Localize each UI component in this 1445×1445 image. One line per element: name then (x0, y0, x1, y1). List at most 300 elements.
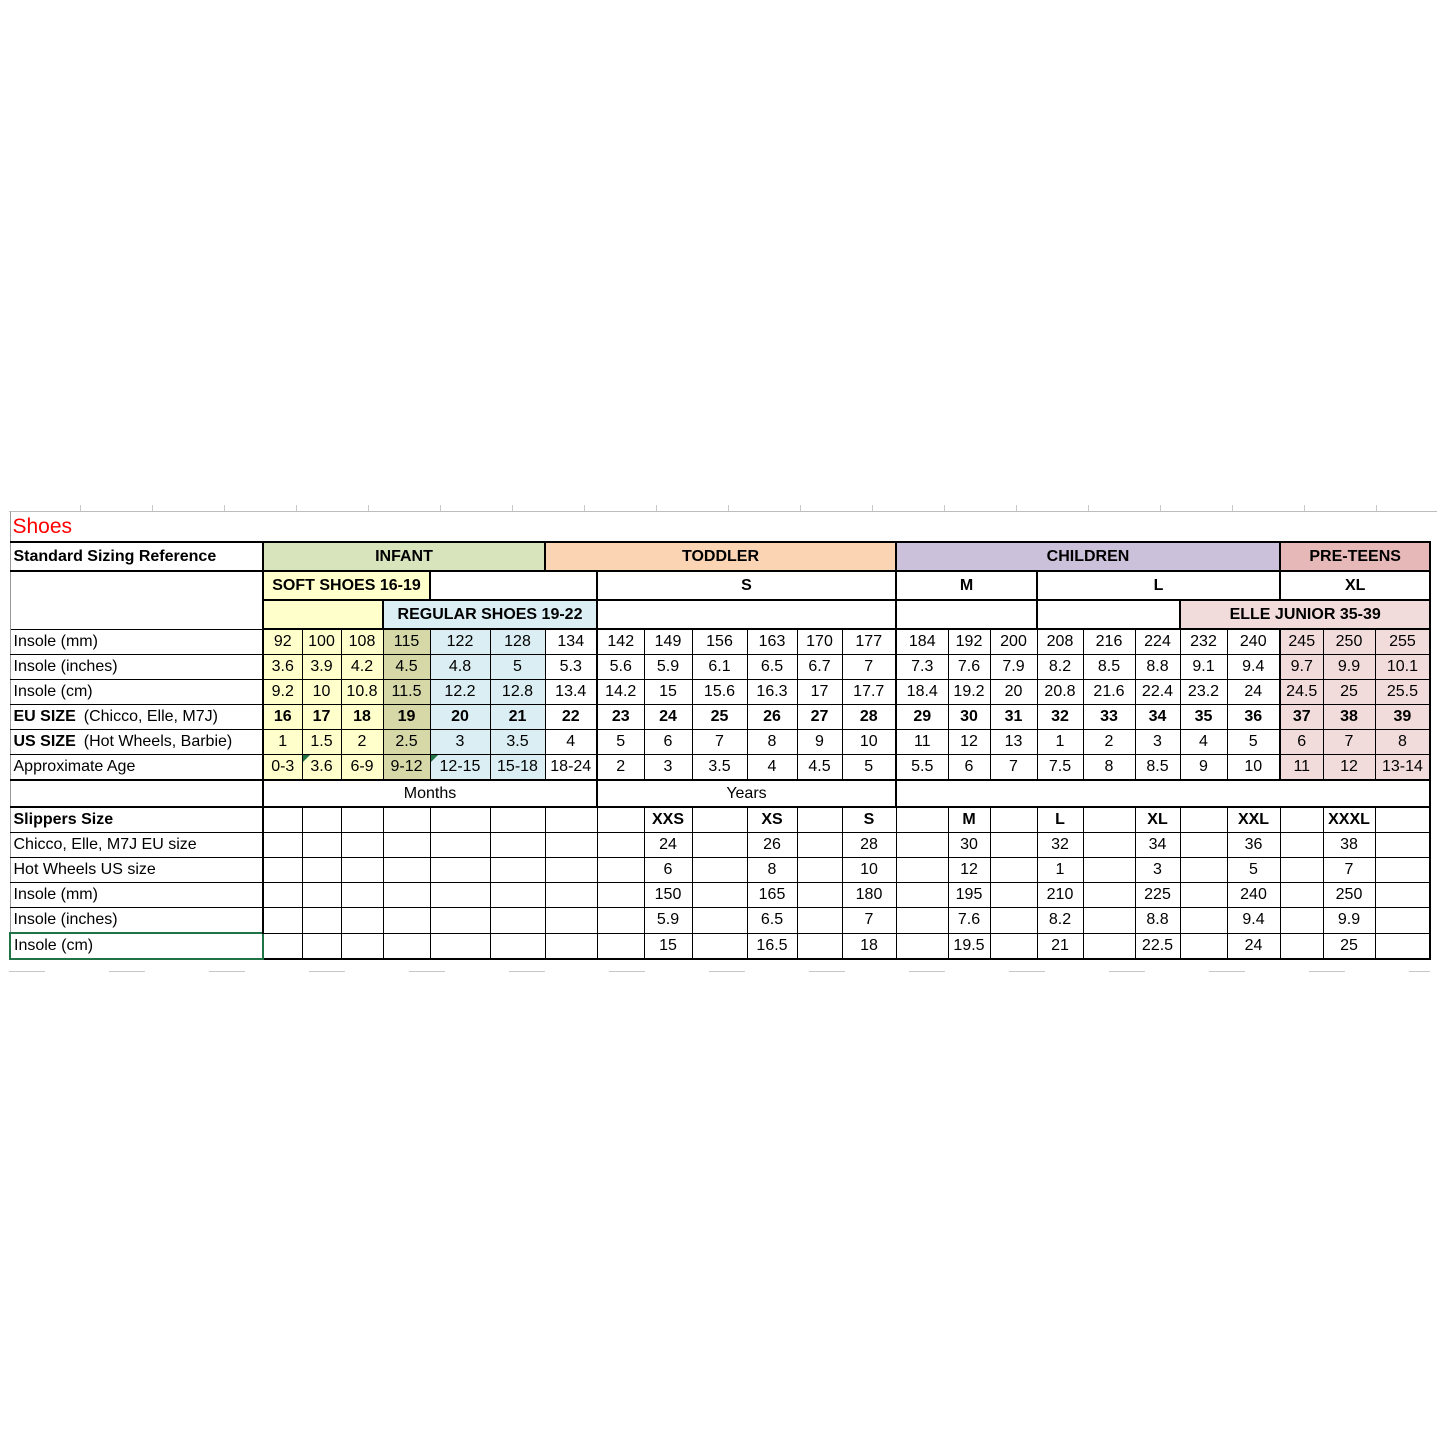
size-grid-cell-r3c15[interactable]: 31 (990, 705, 1037, 730)
row-label-slippers-us[interactable]: Hot Wheels US size (10, 858, 263, 883)
size-grid-cell-r5c20[interactable]: 10 (1227, 755, 1280, 781)
row-label-slippers-size[interactable]: Slippers Size (10, 807, 263, 833)
size-grid-cell-r5c23[interactable]: 13-14 (1375, 755, 1430, 781)
size-grid-cell-r3c9[interactable]: 25 (692, 705, 747, 730)
slipper-grid-cell-0c11[interactable] (797, 833, 842, 858)
size-grid-cell-r2c20[interactable]: 24 (1227, 680, 1280, 705)
size-grid-cell-r5c9[interactable]: 3.5 (692, 755, 747, 781)
slipper-grid-cell-0c9[interactable] (692, 833, 747, 858)
size-grid-cell-r4c21[interactable]: 6 (1280, 730, 1323, 755)
slipper-grid-cell-2c12[interactable]: 180 (842, 883, 896, 908)
row-label-slippers-eu[interactable]: Chicco, Elle, M7J EU size (10, 833, 263, 858)
size-grid-cell-r1c9[interactable]: 6.1 (692, 655, 747, 680)
slipper-grid-cell-3c13[interactable] (896, 908, 948, 934)
slipper-grid-cell-1c20[interactable]: 5 (1227, 858, 1280, 883)
size-grid-cell-r3c12[interactable]: 28 (842, 705, 896, 730)
empty-cell-yellow[interactable] (263, 600, 383, 629)
size-grid-cell-r4c19[interactable]: 4 (1180, 730, 1227, 755)
slipper-grid-cell-2c0[interactable] (263, 883, 302, 908)
size-grid-cell-r4c3[interactable]: 2.5 (383, 730, 430, 755)
size-grid-cell-r4c15[interactable]: 13 (990, 730, 1037, 755)
size-grid-cell-r0c11[interactable]: 170 (797, 629, 842, 655)
subheader-size-m[interactable]: M (896, 571, 1037, 600)
size-grid-cell-r5c15[interactable]: 7 (990, 755, 1037, 781)
slipper-grid-cell-1c10[interactable]: 8 (747, 858, 797, 883)
slipper-grid-cell-3c11[interactable] (797, 908, 842, 934)
slipper-grid-cell-0c5[interactable] (490, 833, 545, 858)
size-grid-cell-r3c11[interactable]: 27 (797, 705, 842, 730)
size-grid-cell-r5c18[interactable]: 8.5 (1135, 755, 1180, 781)
slipper-grid-cell-sizesc15[interactable] (990, 807, 1037, 833)
slipper-grid-cell-0c20[interactable]: 36 (1227, 833, 1280, 858)
slipper-grid-cell-2c21[interactable] (1280, 883, 1323, 908)
size-grid-cell-r3c1[interactable]: 17 (302, 705, 341, 730)
empty-label-cell[interactable] (10, 780, 263, 807)
slipper-grid-cell-0c22[interactable]: 38 (1323, 833, 1375, 858)
size-grid-cell-r2c19[interactable]: 23.2 (1180, 680, 1227, 705)
slipper-grid-cell-0c17[interactable] (1083, 833, 1135, 858)
slipper-grid-cell-1c3[interactable] (383, 858, 430, 883)
slipper-grid-cell-0c23[interactable] (1375, 833, 1430, 858)
sheet-title[interactable]: Shoes (10, 512, 1430, 542)
size-grid-cell-r4c7[interactable]: 5 (597, 730, 644, 755)
slipper-grid-cell-4c4[interactable] (430, 933, 490, 959)
slipper-grid-cell-sizesc2[interactable] (341, 807, 383, 833)
size-grid-cell-r2c2[interactable]: 10.8 (341, 680, 383, 705)
size-grid-cell-r4c4[interactable]: 3 (430, 730, 490, 755)
size-grid-cell-r1c14[interactable]: 7.6 (948, 655, 990, 680)
slipper-grid-cell-2c17[interactable] (1083, 883, 1135, 908)
size-grid-cell-r5c8[interactable]: 3 (644, 755, 692, 781)
size-grid-cell-r1c22[interactable]: 9.9 (1323, 655, 1375, 680)
size-grid-cell-r5c7[interactable]: 2 (597, 755, 644, 781)
slipper-grid-cell-4c21[interactable] (1280, 933, 1323, 959)
size-grid-cell-r2c9[interactable]: 15.6 (692, 680, 747, 705)
size-grid-cell-r0c22[interactable]: 250 (1323, 629, 1375, 655)
size-grid-cell-r0c15[interactable]: 200 (990, 629, 1037, 655)
subheader-size-l[interactable]: L (1037, 571, 1280, 600)
size-grid-cell-r4c11[interactable]: 9 (797, 730, 842, 755)
size-grid-cell-r0c0[interactable]: 92 (263, 629, 302, 655)
size-grid-cell-r5c11[interactable]: 4.5 (797, 755, 842, 781)
slipper-grid-cell-0c15[interactable] (990, 833, 1037, 858)
slipper-grid-cell-sizesc20[interactable]: XXL (1227, 807, 1280, 833)
slipper-grid-cell-0c12[interactable]: 28 (842, 833, 896, 858)
size-grid-cell-r0c18[interactable]: 224 (1135, 629, 1180, 655)
size-grid-cell-r4c9[interactable]: 7 (692, 730, 747, 755)
slipper-grid-cell-3c1[interactable] (302, 908, 341, 934)
size-grid-cell-r4c2[interactable]: 2 (341, 730, 383, 755)
slipper-grid-cell-3c4[interactable] (430, 908, 490, 934)
size-grid-cell-r0c23[interactable]: 255 (1375, 629, 1430, 655)
slipper-grid-cell-4c17[interactable] (1083, 933, 1135, 959)
size-grid-cell-r2c3[interactable]: 11.5 (383, 680, 430, 705)
slipper-grid-cell-2c8[interactable]: 150 (644, 883, 692, 908)
size-grid-cell-r4c12[interactable]: 10 (842, 730, 896, 755)
slipper-grid-cell-3c3[interactable] (383, 908, 430, 934)
slipper-grid-cell-4c20[interactable]: 24 (1227, 933, 1280, 959)
size-grid-cell-r4c6[interactable]: 4 (545, 730, 597, 755)
slipper-grid-cell-1c8[interactable]: 6 (644, 858, 692, 883)
size-grid-cell-r1c21[interactable]: 9.7 (1280, 655, 1323, 680)
slipper-grid-cell-2c5[interactable] (490, 883, 545, 908)
size-grid-cell-r1c2[interactable]: 4.2 (341, 655, 383, 680)
slipper-grid-cell-1c13[interactable] (896, 858, 948, 883)
slipper-grid-cell-2c2[interactable] (341, 883, 383, 908)
size-grid-cell-r0c16[interactable]: 208 (1037, 629, 1083, 655)
size-grid-cell-r4c17[interactable]: 2 (1083, 730, 1135, 755)
size-grid-cell-r5c6[interactable]: 18-24 (545, 755, 597, 781)
size-grid-cell-r3c22[interactable]: 38 (1323, 705, 1375, 730)
size-grid-cell-r0c19[interactable]: 232 (1180, 629, 1227, 655)
size-grid-cell-r0c3[interactable]: 115 (383, 629, 430, 655)
size-grid-cell-r3c18[interactable]: 34 (1135, 705, 1180, 730)
size-grid-cell-r5c4[interactable]: 12-15 (430, 755, 490, 781)
slipper-grid-cell-4c1[interactable] (302, 933, 341, 959)
size-grid-cell-r5c1[interactable]: 3.6 (302, 755, 341, 781)
size-grid-cell-r1c7[interactable]: 5.6 (597, 655, 644, 680)
size-grid-cell-r5c19[interactable]: 9 (1180, 755, 1227, 781)
size-grid-cell-r4c0[interactable]: 1 (263, 730, 302, 755)
size-grid-cell-r5c16[interactable]: 7.5 (1037, 755, 1083, 781)
size-grid-cell-r5c22[interactable]: 12 (1323, 755, 1375, 781)
slipper-grid-cell-0c10[interactable]: 26 (747, 833, 797, 858)
slipper-grid-cell-3c7[interactable] (597, 908, 644, 934)
size-grid-cell-r0c7[interactable]: 142 (597, 629, 644, 655)
slipper-grid-cell-0c6[interactable] (545, 833, 597, 858)
size-grid-cell-r3c14[interactable]: 30 (948, 705, 990, 730)
size-grid-cell-r2c10[interactable]: 16.3 (747, 680, 797, 705)
row-label-slippers-inches[interactable]: Insole (inches) (10, 908, 263, 934)
size-grid-cell-r1c15[interactable]: 7.9 (990, 655, 1037, 680)
slipper-grid-cell-4c18[interactable]: 22.5 (1135, 933, 1180, 959)
slipper-grid-cell-4c11[interactable] (797, 933, 842, 959)
slipper-grid-cell-3c22[interactable]: 9.9 (1323, 908, 1375, 934)
slipper-grid-cell-3c10[interactable]: 6.5 (747, 908, 797, 934)
subheader-regular-shoes[interactable]: REGULAR SHOES 19-22 (383, 600, 597, 629)
size-grid-cell-r0c21[interactable]: 245 (1280, 629, 1323, 655)
size-grid-cell-r5c12[interactable]: 5 (842, 755, 896, 781)
slipper-grid-cell-1c23[interactable] (1375, 858, 1430, 883)
size-grid-cell-r2c11[interactable]: 17 (797, 680, 842, 705)
slipper-grid-cell-2c11[interactable] (797, 883, 842, 908)
size-grid-cell-r3c16[interactable]: 32 (1037, 705, 1083, 730)
slipper-grid-cell-sizesc19[interactable] (1180, 807, 1227, 833)
size-grid-cell-r1c16[interactable]: 8.2 (1037, 655, 1083, 680)
slipper-grid-cell-sizesc21[interactable] (1280, 807, 1323, 833)
slipper-grid-cell-1c0[interactable] (263, 858, 302, 883)
subheader-size-s[interactable]: S (597, 571, 896, 600)
slipper-grid-cell-3c14[interactable]: 7.6 (948, 908, 990, 934)
empty-cell[interactable] (896, 600, 1037, 629)
slipper-grid-cell-2c15[interactable] (990, 883, 1037, 908)
slipper-grid-cell-3c19[interactable] (1180, 908, 1227, 934)
slipper-grid-cell-3c16[interactable]: 8.2 (1037, 908, 1083, 934)
empty-label-cell[interactable] (10, 571, 263, 600)
slipper-grid-cell-3c18[interactable]: 8.8 (1135, 908, 1180, 934)
size-grid-cell-r3c4[interactable]: 20 (430, 705, 490, 730)
size-grid-cell-r3c17[interactable]: 33 (1083, 705, 1135, 730)
size-grid-cell-r2c0[interactable]: 9.2 (263, 680, 302, 705)
size-grid-cell-r1c18[interactable]: 8.8 (1135, 655, 1180, 680)
size-grid-cell-r3c19[interactable]: 35 (1180, 705, 1227, 730)
empty-cell[interactable] (430, 571, 597, 600)
slipper-grid-cell-2c4[interactable] (430, 883, 490, 908)
slipper-grid-cell-sizesc0[interactable] (263, 807, 302, 833)
slipper-grid-cell-3c21[interactable] (1280, 908, 1323, 934)
slipper-grid-cell-sizesc18[interactable]: XL (1135, 807, 1180, 833)
size-grid-cell-r5c21[interactable]: 11 (1280, 755, 1323, 781)
period-empty[interactable] (896, 780, 1430, 807)
size-grid-cell-r0c4[interactable]: 122 (430, 629, 490, 655)
slipper-grid-cell-2c19[interactable] (1180, 883, 1227, 908)
size-grid-cell-r2c21[interactable]: 24.5 (1280, 680, 1323, 705)
slipper-grid-cell-2c18[interactable]: 225 (1135, 883, 1180, 908)
slipper-grid-cell-1c11[interactable] (797, 858, 842, 883)
size-grid-cell-r2c5[interactable]: 12.8 (490, 680, 545, 705)
slipper-grid-cell-sizesc6[interactable] (545, 807, 597, 833)
row-label-slippers-mm[interactable]: Insole (mm) (10, 883, 263, 908)
slipper-grid-cell-4c2[interactable] (341, 933, 383, 959)
slipper-grid-cell-sizesc4[interactable] (430, 807, 490, 833)
row-label-insole-cm[interactable]: Insole (cm) (10, 680, 263, 705)
slipper-grid-cell-sizesc11[interactable] (797, 807, 842, 833)
size-grid-cell-r0c5[interactable]: 128 (490, 629, 545, 655)
slipper-grid-cell-sizesc10[interactable]: XS (747, 807, 797, 833)
size-grid-cell-r3c6[interactable]: 22 (545, 705, 597, 730)
size-grid-cell-r5c10[interactable]: 4 (747, 755, 797, 781)
slipper-grid-cell-0c21[interactable] (1280, 833, 1323, 858)
size-grid-cell-r0c2[interactable]: 108 (341, 629, 383, 655)
slipper-grid-cell-sizesc5[interactable] (490, 807, 545, 833)
slipper-grid-cell-4c12[interactable]: 18 (842, 933, 896, 959)
size-grid-cell-r1c1[interactable]: 3.9 (302, 655, 341, 680)
slipper-grid-cell-0c3[interactable] (383, 833, 430, 858)
size-grid-cell-r4c5[interactable]: 3.5 (490, 730, 545, 755)
size-grid-cell-r5c5[interactable]: 15-18 (490, 755, 545, 781)
slipper-grid-cell-3c2[interactable] (341, 908, 383, 934)
size-grid-cell-r3c23[interactable]: 39 (1375, 705, 1430, 730)
slipper-grid-cell-4c7[interactable] (597, 933, 644, 959)
row-label-eu-size[interactable] (10, 705, 263, 730)
slipper-grid-cell-sizesc22[interactable]: XXXL (1323, 807, 1375, 833)
slipper-grid-cell-4c8[interactable]: 15 (644, 933, 692, 959)
slipper-grid-cell-0c0[interactable] (263, 833, 302, 858)
slipper-grid-cell-2c3[interactable] (383, 883, 430, 908)
slipper-grid-cell-2c9[interactable] (692, 883, 747, 908)
size-grid-cell-r0c17[interactable]: 216 (1083, 629, 1135, 655)
period-months[interactable]: Months (263, 780, 597, 807)
subheader-size-xl[interactable]: XL (1280, 571, 1430, 600)
slipper-grid-cell-1c5[interactable] (490, 858, 545, 883)
slipper-grid-cell-3c8[interactable]: 5.9 (644, 908, 692, 934)
slipper-grid-cell-3c6[interactable] (545, 908, 597, 934)
size-grid-cell-r3c20[interactable]: 36 (1227, 705, 1280, 730)
size-grid-cell-r5c14[interactable]: 6 (948, 755, 990, 781)
size-grid-cell-r5c13[interactable]: 5.5 (896, 755, 948, 781)
slipper-grid-cell-sizesc7[interactable] (597, 807, 644, 833)
size-grid-cell-r1c3[interactable]: 4.5 (383, 655, 430, 680)
size-grid-cell-r4c23[interactable]: 8 (1375, 730, 1430, 755)
slipper-grid-cell-2c7[interactable] (597, 883, 644, 908)
size-grid-cell-r1c0[interactable]: 3.6 (263, 655, 302, 680)
slipper-grid-cell-1c7[interactable] (597, 858, 644, 883)
subheader-elle-junior[interactable]: ELLE JUNIOR 35-39 (1180, 600, 1430, 629)
slipper-grid-cell-0c13[interactable] (896, 833, 948, 858)
slipper-grid-cell-3c5[interactable] (490, 908, 545, 934)
size-grid-cell-r0c12[interactable]: 177 (842, 629, 896, 655)
size-grid-cell-r4c10[interactable]: 8 (747, 730, 797, 755)
subheader-soft-shoes[interactable]: SOFT SHOES 16-19 (263, 571, 430, 600)
slipper-grid-cell-0c4[interactable] (430, 833, 490, 858)
slipper-grid-cell-1c6[interactable] (545, 858, 597, 883)
size-grid-cell-r2c22[interactable]: 25 (1323, 680, 1375, 705)
size-grid-cell-r2c15[interactable]: 20 (990, 680, 1037, 705)
size-grid-cell-r5c2[interactable]: 6-9 (341, 755, 383, 781)
slipper-grid-cell-2c1[interactable] (302, 883, 341, 908)
slipper-grid-cell-4c10[interactable]: 16.5 (747, 933, 797, 959)
size-grid-cell-r2c14[interactable]: 19.2 (948, 680, 990, 705)
row-label-insole-mm[interactable]: Insole (mm) (10, 629, 263, 655)
slipper-grid-cell-4c5[interactable] (490, 933, 545, 959)
size-grid-cell-r3c0[interactable]: 16 (263, 705, 302, 730)
size-grid-cell-r0c13[interactable]: 184 (896, 629, 948, 655)
size-grid-cell-r2c12[interactable]: 17.7 (842, 680, 896, 705)
slipper-grid-cell-1c2[interactable] (341, 858, 383, 883)
slipper-grid-cell-1c16[interactable]: 1 (1037, 858, 1083, 883)
size-grid-cell-r3c2[interactable]: 18 (341, 705, 383, 730)
size-grid-cell-r2c7[interactable]: 14.2 (597, 680, 644, 705)
slipper-grid-cell-4c16[interactable]: 21 (1037, 933, 1083, 959)
size-grid-cell-r4c8[interactable]: 6 (644, 730, 692, 755)
slipper-grid-cell-sizesc17[interactable] (1083, 807, 1135, 833)
slipper-grid-cell-3c17[interactable] (1083, 908, 1135, 934)
size-grid-cell-r3c5[interactable]: 21 (490, 705, 545, 730)
size-grid-cell-r0c20[interactable]: 240 (1227, 629, 1280, 655)
row-label-insole-inches[interactable]: Insole (inches) (10, 655, 263, 680)
slipper-grid-cell-1c9[interactable] (692, 858, 747, 883)
slipper-grid-cell-0c2[interactable] (341, 833, 383, 858)
slipper-grid-cell-1c4[interactable] (430, 858, 490, 883)
size-grid-cell-r1c23[interactable]: 10.1 (1375, 655, 1430, 680)
group-header-preteens[interactable]: PRE-TEENS (1280, 542, 1430, 571)
size-grid-cell-r2c6[interactable]: 13.4 (545, 680, 597, 705)
size-grid-cell-r2c23[interactable]: 25.5 (1375, 680, 1430, 705)
slipper-grid-cell-1c12[interactable]: 10 (842, 858, 896, 883)
group-header-children[interactable]: CHILDREN (896, 542, 1280, 571)
slipper-grid-cell-3c15[interactable] (990, 908, 1037, 934)
size-grid-cell-r1c17[interactable]: 8.5 (1083, 655, 1135, 680)
size-grid-cell-r0c10[interactable]: 163 (747, 629, 797, 655)
size-grid-cell-r3c7[interactable]: 23 (597, 705, 644, 730)
slipper-grid-cell-4c6[interactable] (545, 933, 597, 959)
slipper-grid-cell-4c22[interactable]: 25 (1323, 933, 1375, 959)
slipper-grid-cell-3c0[interactable] (263, 908, 302, 934)
slipper-grid-cell-1c19[interactable] (1180, 858, 1227, 883)
slipper-grid-cell-0c7[interactable] (597, 833, 644, 858)
size-grid-cell-r3c10[interactable]: 26 (747, 705, 797, 730)
slipper-grid-cell-2c20[interactable]: 240 (1227, 883, 1280, 908)
size-grid-cell-r2c8[interactable]: 15 (644, 680, 692, 705)
size-grid-cell-r2c17[interactable]: 21.6 (1083, 680, 1135, 705)
slipper-grid-cell-4c14[interactable]: 19.5 (948, 933, 990, 959)
size-grid-cell-r4c1[interactable]: 1.5 (302, 730, 341, 755)
slipper-grid-cell-sizesc12[interactable]: S (842, 807, 896, 833)
size-grid-cell-r1c11[interactable]: 6.7 (797, 655, 842, 680)
size-grid-cell-r0c6[interactable]: 134 (545, 629, 597, 655)
slipper-grid-cell-4c9[interactable] (692, 933, 747, 959)
slipper-grid-cell-0c19[interactable] (1180, 833, 1227, 858)
slipper-grid-cell-0c14[interactable]: 30 (948, 833, 990, 858)
slipper-grid-cell-0c18[interactable]: 34 (1135, 833, 1180, 858)
slipper-grid-cell-sizesc8[interactable]: XXS (644, 807, 692, 833)
slipper-grid-cell-4c3[interactable] (383, 933, 430, 959)
period-years[interactable]: Years (597, 780, 896, 807)
reference-label-cell[interactable]: Standard Sizing Reference (10, 542, 263, 571)
size-grid-cell-r2c13[interactable]: 18.4 (896, 680, 948, 705)
group-header-infant[interactable]: INFANT (263, 542, 545, 571)
size-grid-cell-r4c16[interactable]: 1 (1037, 730, 1083, 755)
slipper-grid-cell-sizesc9[interactable] (692, 807, 747, 833)
size-grid-cell-r2c18[interactable]: 22.4 (1135, 680, 1180, 705)
empty-cell[interactable] (1037, 600, 1180, 629)
size-grid-cell-r0c1[interactable]: 100 (302, 629, 341, 655)
slipper-grid-cell-sizesc3[interactable] (383, 807, 430, 833)
slipper-grid-cell-2c14[interactable]: 195 (948, 883, 990, 908)
slipper-grid-cell-2c13[interactable] (896, 883, 948, 908)
size-grid-cell-r1c6[interactable]: 5.3 (545, 655, 597, 680)
slipper-grid-cell-3c9[interactable] (692, 908, 747, 934)
size-grid-cell-r3c21[interactable]: 37 (1280, 705, 1323, 730)
slipper-grid-cell-2c22[interactable]: 250 (1323, 883, 1375, 908)
slipper-grid-cell-4c19[interactable] (1180, 933, 1227, 959)
slipper-grid-cell-2c10[interactable]: 165 (747, 883, 797, 908)
slipper-grid-cell-2c23[interactable] (1375, 883, 1430, 908)
slipper-grid-cell-sizesc16[interactable]: L (1037, 807, 1083, 833)
slipper-grid-cell-1c22[interactable]: 7 (1323, 858, 1375, 883)
slipper-grid-cell-0c16[interactable]: 32 (1037, 833, 1083, 858)
size-grid-cell-r3c8[interactable]: 24 (644, 705, 692, 730)
slipper-grid-cell-1c17[interactable] (1083, 858, 1135, 883)
slipper-grid-cell-0c8[interactable]: 24 (644, 833, 692, 858)
slipper-grid-cell-2c16[interactable]: 210 (1037, 883, 1083, 908)
size-grid-cell-r5c3[interactable]: 9-12 (383, 755, 430, 781)
slipper-grid-cell-sizesc23[interactable] (1375, 807, 1430, 833)
size-grid-cell-r0c9[interactable]: 156 (692, 629, 747, 655)
size-grid-cell-r1c19[interactable]: 9.1 (1180, 655, 1227, 680)
size-grid-cell-r2c1[interactable]: 10 (302, 680, 341, 705)
size-grid-cell-r4c14[interactable]: 12 (948, 730, 990, 755)
slipper-grid-cell-4c15[interactable] (990, 933, 1037, 959)
slipper-grid-cell-sizesc1[interactable] (302, 807, 341, 833)
slipper-grid-cell-1c1[interactable] (302, 858, 341, 883)
size-grid-cell-r1c5[interactable]: 5 (490, 655, 545, 680)
slipper-grid-cell-4c0[interactable] (263, 933, 302, 959)
slipper-grid-cell-4c13[interactable] (896, 933, 948, 959)
empty-cell[interactable] (597, 600, 896, 629)
size-grid-cell-r1c12[interactable]: 7 (842, 655, 896, 680)
slipper-grid-cell-4c23[interactable] (1375, 933, 1430, 959)
empty-label-cell[interactable] (10, 600, 263, 629)
slipper-grid-cell-0c1[interactable] (302, 833, 341, 858)
size-grid-cell-r0c14[interactable]: 192 (948, 629, 990, 655)
size-grid-cell-r1c4[interactable]: 4.8 (430, 655, 490, 680)
row-label-us-size[interactable] (10, 730, 263, 755)
size-grid-cell-r3c13[interactable]: 29 (896, 705, 948, 730)
slipper-grid-cell-1c14[interactable]: 12 (948, 858, 990, 883)
slipper-grid-cell-1c15[interactable] (990, 858, 1037, 883)
slipper-grid-cell-3c20[interactable]: 9.4 (1227, 908, 1280, 934)
